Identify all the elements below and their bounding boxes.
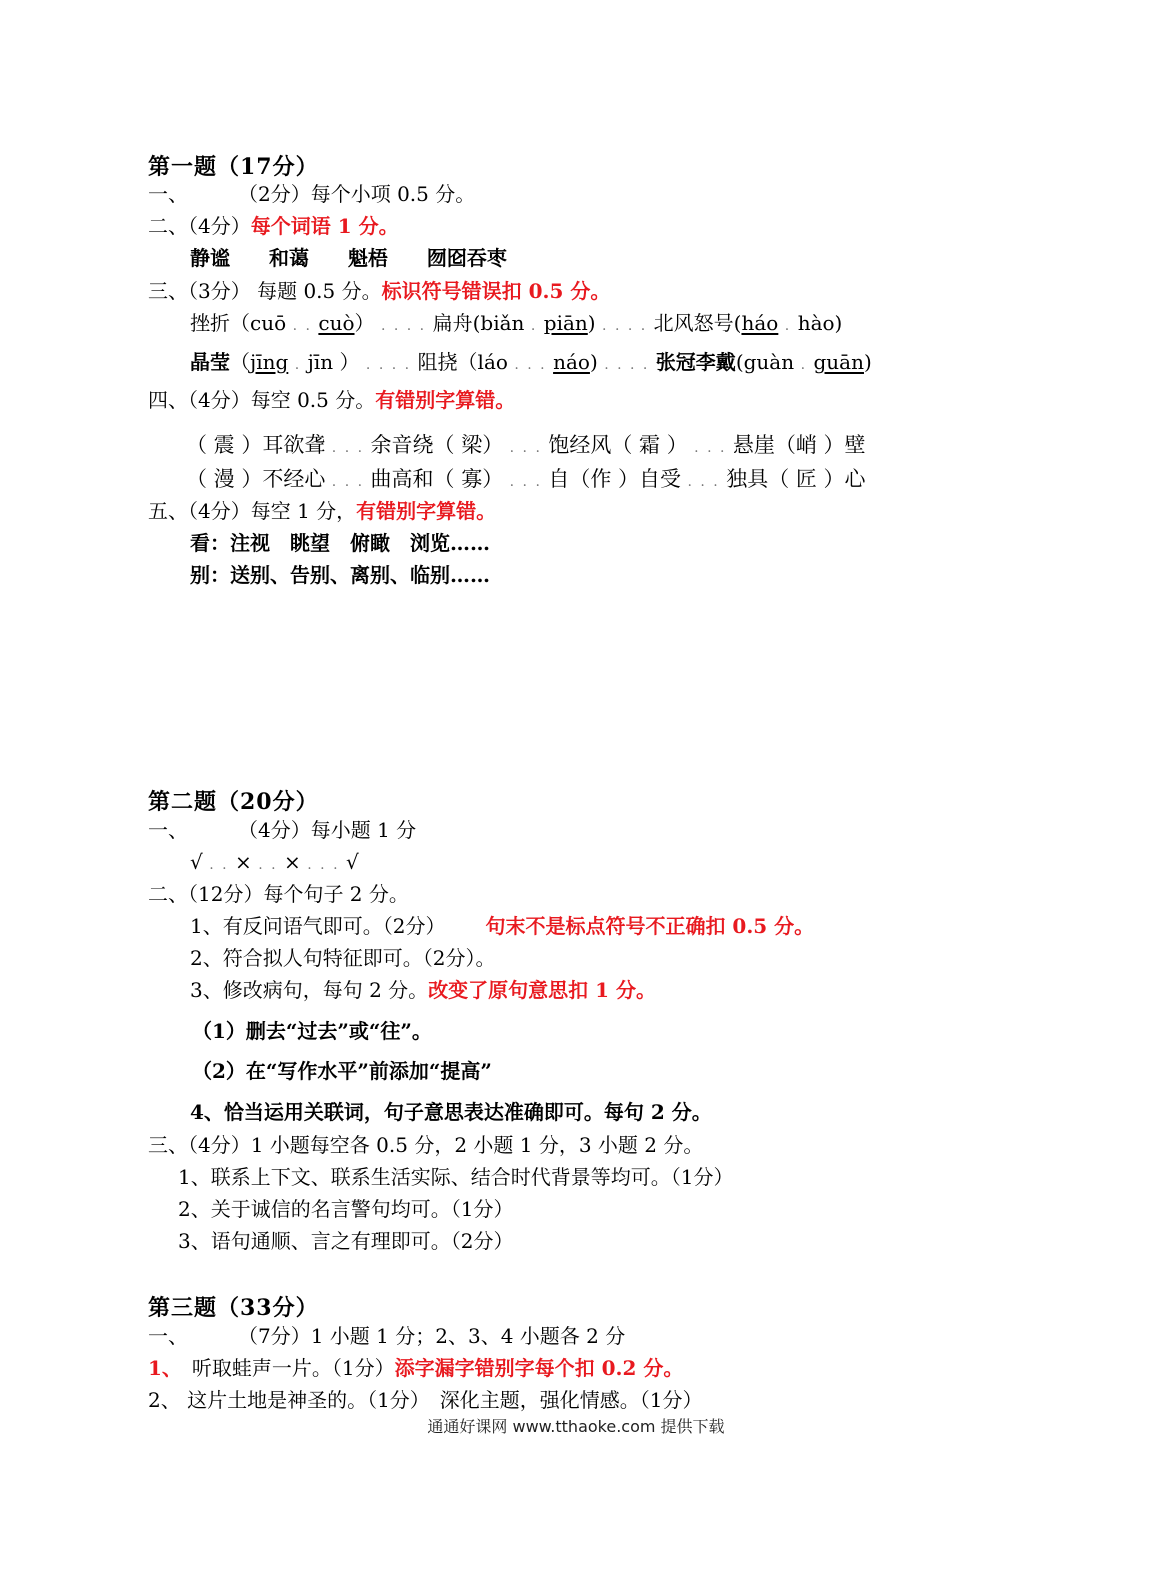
s3-l1-text: 听取蛙声一片。（1分） — [191, 1356, 395, 1380]
section1-title: 第一题（17分） — [148, 154, 319, 180]
s3-l1-num: 1、 — [148, 1356, 182, 1380]
s2-q1-num: 一、 — [148, 818, 188, 842]
section2-title: 第二题（20分） — [148, 789, 319, 815]
idiom-item: （ 震 ）耳欲聋 — [186, 433, 326, 457]
word-item: 和蔼 — [268, 246, 309, 270]
s1-q3-row2: 晶莹（jīng . jīn ） . . . . 阻挠（láo . . . náo) . . . . 张冠李戴(guàn . guān) — [190, 350, 872, 374]
s1-q3-row1: 挫折（cuō . . cuò） . . . . 扁舟(biǎn . piān) . . . . 北风怒号(háo . hào) — [190, 311, 843, 335]
idiom-item: 余音绕（ 梁） — [370, 433, 504, 457]
s1-q2-red-note: 每个词语 1 分。 — [250, 214, 399, 238]
s2-q2-s1-red-note: 句末不是标点符号不正确扣 0.5 分。 — [485, 914, 815, 938]
s3-l2: 2、 这片土地是神圣的。（1分） 深化主题，强化情感。（1分） — [148, 1388, 703, 1412]
s1-q4-num: 四、 — [148, 388, 188, 412]
word-item: 囫囵吞枣 — [426, 246, 507, 270]
s1-q4-row2: （ 漫 ）不经心 . . . 曲高和（ 寡） . . . 自（作 ）自受 . . . 独具（ 匠 ）心 — [186, 467, 866, 491]
s1-q3 — [148, 278, 610, 304]
s1-q5-line2: 别：送别、告别、离别、临别…… — [190, 563, 490, 587]
pinyin-item: 阻挠（láo . . . náo) — [417, 350, 598, 374]
cross-mark: × — [284, 850, 301, 874]
s2-q2 — [148, 881, 409, 907]
s1-q2-num: 二、 — [148, 214, 188, 238]
s2-q1-text: （4分）每小题 1 分 — [238, 818, 417, 842]
s1-q5 — [148, 498, 496, 524]
s1-q4-row1: （ 震 ）耳欲聋 . . . 余音绕（ 梁） . . . 饱经风（ 霜 ） . . . 悬崖（峭 ）壁 — [186, 433, 866, 457]
s2-q2-num: 二、 — [148, 882, 188, 906]
s3-l1-red-note: 添字漏字错别字每个扣 0.2 分。 — [394, 1356, 684, 1380]
s2-q3-text: （4分）1 小题每空各 0.5 分，2 小题 1 分，3 小题 2 分。 — [188, 1133, 704, 1157]
s1-q1 — [148, 181, 475, 207]
s2-q1-marks: √ . . × . . × . . . √ — [190, 850, 359, 874]
s2-q2-s3b: （2）在“写作水平”前添加“提高” — [192, 1059, 492, 1083]
idiom-item: 悬崖（峭 ）壁 — [732, 433, 866, 457]
s2-q2-text: （12分）每个句子 2 分。 — [188, 882, 409, 906]
s1-q4 — [148, 387, 515, 413]
s2-q2-s3a: （1）删去“过去”或“往”。 — [192, 1019, 432, 1043]
s2-q3-l2: 2、关于诚信的名言警句均可。（1分） — [178, 1197, 514, 1221]
footer-download-note: 通通好课网 www.tthaoke.com 提供下载 — [427, 1417, 725, 1436]
s1-q2 — [148, 213, 399, 239]
s1-q3-num: 三、 — [148, 279, 188, 303]
check-mark: √ — [190, 850, 203, 874]
s2-q3-l1: 1、联系上下文、联系生活实际、结合时代背景等均可。（1分） — [178, 1165, 734, 1189]
s1-q2-words — [190, 245, 539, 271]
s1-q4-red-note: 有错别字算错。 — [375, 388, 516, 412]
s1-q3-text: （3分） 每题 0.5 分。 — [188, 279, 382, 303]
cross-mark: × — [235, 850, 252, 874]
pinyin-item: 扁舟(biǎn . piān) — [432, 311, 596, 335]
idiom-item: 独具（ 匠 ）心 — [726, 467, 866, 491]
s1-q1-text: （2分）每个小项 0.5 分。 — [238, 182, 476, 206]
pinyin-item: 北风怒号(háo . hào) — [653, 311, 843, 335]
s2-q3 — [148, 1132, 703, 1158]
s2-q2-s3-text: 3、修改病句，每句 2 分。 — [190, 978, 429, 1002]
s2-q2-s3-red-note: 改变了原句意思扣 1 分。 — [428, 978, 657, 1002]
idiom-item: 饱经风（ 霜 ） — [548, 433, 688, 457]
idiom-item: （ 漫 ）不经心 — [186, 467, 326, 491]
word-item: 魁梧 — [347, 246, 388, 270]
s2-q1 — [148, 817, 416, 843]
s3-q1-num: 一、 — [148, 1324, 188, 1348]
pinyin-item: 晶莹（jīng . jīn ） — [190, 350, 360, 374]
s1-q5-text: （4分）每空 1 分， — [188, 499, 357, 523]
s3-l1 — [148, 1355, 683, 1381]
idiom-item: 曲高和（ 寡） — [370, 467, 504, 491]
idiom-item: 自（作 ）自受 — [548, 467, 682, 491]
s3-q1-text: （7分）1 小题 1 分；2、3、4 小题各 2 分 — [238, 1324, 626, 1348]
s2-q2-s2: 2、符合拟人句特征即可。（2分）。 — [190, 946, 496, 970]
s1-q3-red-note: 标识符号错误扣 0.5 分。 — [381, 279, 611, 303]
check-mark: √ — [345, 850, 359, 874]
s1-q5-red-note: 有错别字算错。 — [356, 499, 497, 523]
s1-q4-text: （4分）每空 0.5 分。 — [188, 388, 376, 412]
pinyin-item: 挫折（cuō . . cuò） — [190, 311, 375, 335]
s2-q2-s3 — [190, 977, 656, 1003]
s1-q5-line1: 看：注视 眺望 俯瞰 浏览…… — [190, 531, 490, 555]
s2-q2-s4: 4、恰当运用关联词，句子意思表达准确即可。每句 2 分。 — [190, 1100, 712, 1124]
pinyin-item: 张冠李戴(guàn . guān) — [655, 350, 872, 374]
s2-q2-s1 — [190, 913, 814, 939]
s2-q3-l3: 3、语句通顺、言之有理即可。（2分） — [178, 1229, 514, 1253]
word-item: 静谧 — [190, 246, 230, 270]
section3-title: 第三题（33分） — [148, 1295, 319, 1321]
s1-q5-num: 五、 — [148, 499, 188, 523]
s1-q1-num: 一、 — [148, 182, 188, 206]
s3-q1 — [148, 1323, 625, 1349]
s1-q2-text: （4分） — [188, 214, 251, 238]
s2-q3-num: 三、 — [148, 1133, 188, 1157]
s2-q2-s1-text: 1、有反问语气即可。（2分） — [190, 914, 446, 938]
